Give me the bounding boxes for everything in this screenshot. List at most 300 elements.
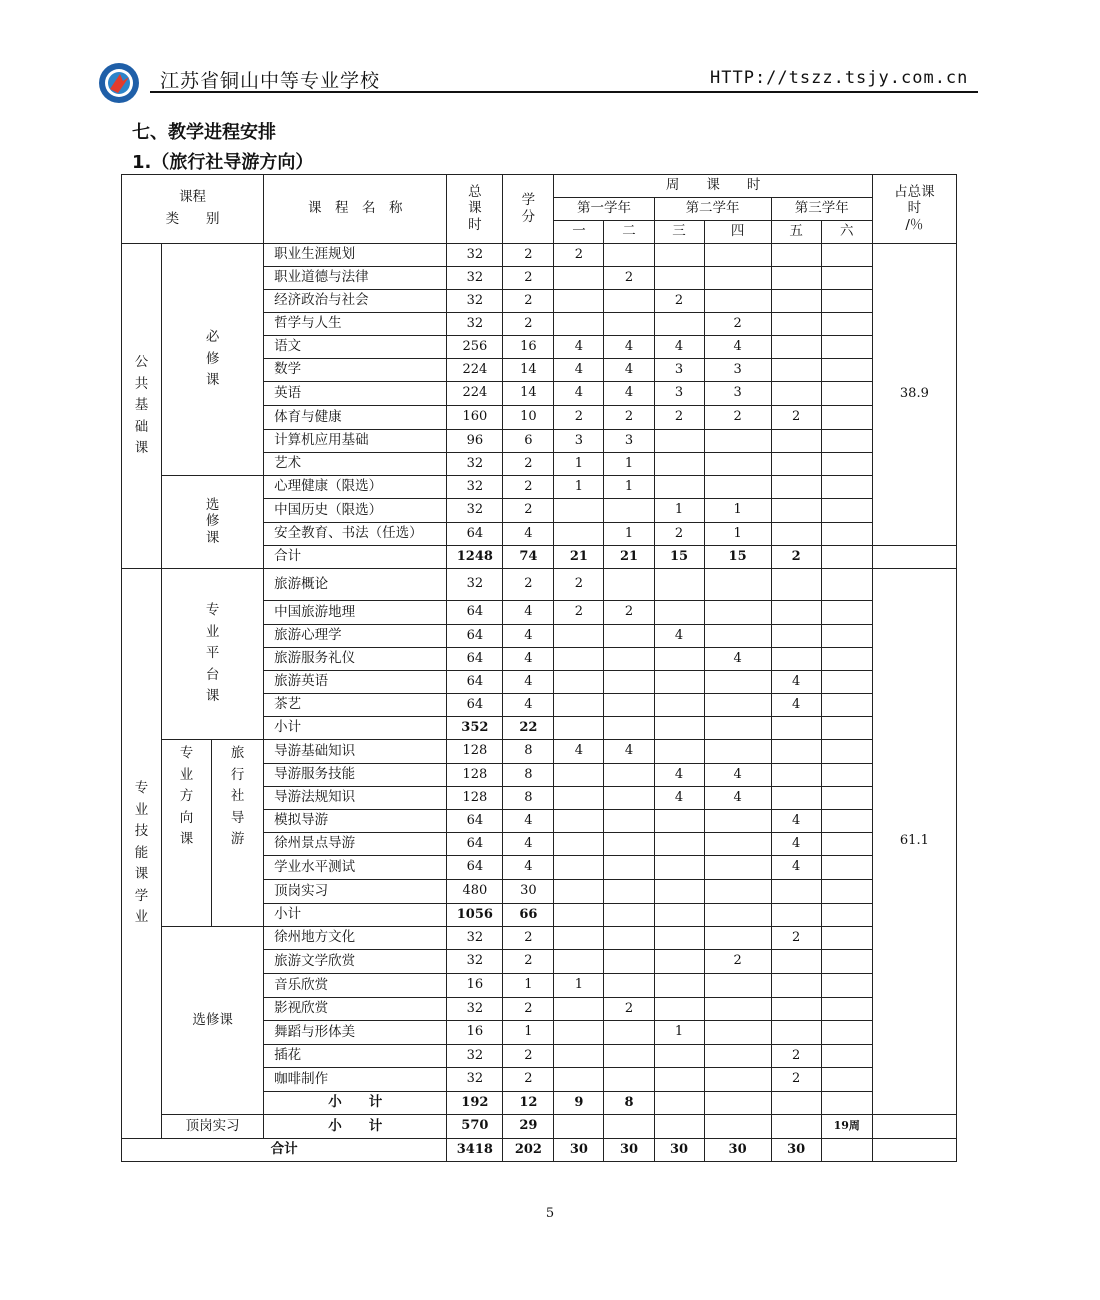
semester-hours: 9: [554, 1092, 604, 1115]
semester-hours: [821, 974, 872, 998]
course-name: 哲学与人生: [264, 313, 447, 336]
credits: 8: [503, 787, 554, 810]
semester-hours: 4: [771, 810, 821, 833]
credits: 2: [503, 290, 554, 313]
header-year: 第一学年: [554, 198, 654, 221]
semester-hours: [821, 904, 872, 927]
semester-hours: [654, 569, 704, 601]
semester-hours: 2: [604, 406, 654, 430]
semester-hours: [771, 430, 821, 453]
semester-hours: 4: [604, 359, 654, 382]
semester-hours: [771, 523, 821, 546]
semester-hours: [654, 950, 704, 974]
semester-hours: [604, 974, 654, 998]
vertical-char: 专: [205, 602, 220, 619]
semester-hours: [821, 1139, 872, 1162]
course-name: 中国旅游地理: [264, 601, 447, 625]
course-name: 小 计: [264, 1092, 447, 1115]
semester-hours: [704, 904, 771, 927]
semester-hours: [554, 1021, 604, 1045]
vertical-char: 业: [134, 801, 149, 818]
course-name: 导游法规知识: [264, 787, 447, 810]
semester-hours: [821, 546, 872, 569]
semester-hours: [554, 523, 604, 546]
total-hours: 224: [447, 382, 503, 406]
course-name: 茶艺: [264, 694, 447, 717]
credits: 4: [503, 523, 554, 546]
semester-hours: [554, 671, 604, 694]
course-name: 英语: [264, 382, 447, 406]
semester-hours: 1: [704, 499, 771, 523]
vertical-char: 时: [468, 216, 482, 233]
total-hours: 160: [447, 406, 503, 430]
vertical-char: 课: [179, 831, 194, 848]
vertical-char: 课: [205, 688, 220, 705]
header-year: 第三学年: [771, 198, 872, 221]
semester-hours: [654, 648, 704, 671]
semester-hours: [654, 740, 704, 764]
semester-hours: 4: [654, 336, 704, 359]
semester-hours: [821, 787, 872, 810]
semester-hours: 1: [704, 523, 771, 546]
credits: 2: [503, 1068, 554, 1092]
semester-hours: [554, 499, 604, 523]
credits: 4: [503, 671, 554, 694]
semester-hours: [654, 601, 704, 625]
semester-hours: 3: [704, 359, 771, 382]
semester-hours: 4: [771, 671, 821, 694]
semester-hours: [821, 1021, 872, 1045]
semester-hours: [604, 671, 654, 694]
course-name: 艺术: [264, 453, 447, 476]
total-hours: 32: [447, 453, 503, 476]
semester-hours: [771, 648, 821, 671]
semester-hours: 3: [554, 430, 604, 453]
vertical-char: 课: [468, 200, 482, 217]
header-semester: 三: [654, 221, 704, 244]
semester-hours: 4: [654, 787, 704, 810]
total-hours: 64: [447, 671, 503, 694]
semester-hours: [704, 453, 771, 476]
course-name: 旅游服务礼仪: [264, 648, 447, 671]
group-required: [162, 244, 264, 476]
credits: 30: [503, 880, 554, 904]
total-hours: 1056: [447, 904, 503, 927]
credits: 16: [503, 336, 554, 359]
course-name: 数学: [264, 359, 447, 382]
semester-hours: [771, 740, 821, 764]
semester-hours: [704, 856, 771, 880]
credits: 2: [503, 1045, 554, 1068]
vertical-char: 学: [134, 887, 149, 904]
semester-hours: [654, 833, 704, 856]
semester-hours: [704, 1068, 771, 1092]
credits: 8: [503, 764, 554, 787]
semester-hours: 4: [554, 382, 604, 406]
semester-hours: [821, 569, 872, 601]
credits: 66: [503, 904, 554, 927]
semester-hours: [604, 569, 654, 601]
course-name: 语文: [264, 336, 447, 359]
semester-hours: [771, 998, 821, 1021]
semester-hours: [654, 453, 704, 476]
total-hours: 32: [447, 290, 503, 313]
total-hours: 32: [447, 476, 503, 499]
semester-hours: [704, 810, 771, 833]
semester-hours: [771, 267, 821, 290]
vertical-char: 台: [205, 666, 220, 683]
total-hours: 32: [447, 569, 503, 601]
semester-hours: [704, 430, 771, 453]
course-name: 模拟导游: [264, 810, 447, 833]
total-hours: 480: [447, 880, 503, 904]
semester-hours: [704, 671, 771, 694]
semester-hours: 3: [654, 359, 704, 382]
course-name: 计算机应用基础: [264, 430, 447, 453]
semester-hours: [604, 833, 654, 856]
semester-hours: [771, 476, 821, 499]
public-percent: 38.9: [872, 244, 956, 546]
course-name: 学业水平测试: [264, 856, 447, 880]
total-hours: 32: [447, 950, 503, 974]
credits: 4: [503, 625, 554, 648]
semester-hours: [654, 694, 704, 717]
semester-hours: 2: [604, 998, 654, 1021]
semester-hours: [554, 880, 604, 904]
vertical-char: 课: [205, 372, 220, 389]
vertical-char: 行: [230, 766, 245, 783]
semester-hours: 21: [604, 546, 654, 569]
semester-hours: [771, 499, 821, 523]
semester-hours: [821, 740, 872, 764]
total-hours: 352: [447, 717, 503, 740]
semester-hours: 21: [554, 546, 604, 569]
total-hours: 32: [447, 1068, 503, 1092]
semester-hours: [821, 1045, 872, 1068]
group-elective: [162, 476, 264, 569]
semester-hours: [821, 625, 872, 648]
semester-hours: [771, 569, 821, 601]
semester-hours: [554, 1115, 604, 1139]
header-semester: 五: [771, 221, 821, 244]
semester-hours: [821, 880, 872, 904]
credits: 4: [503, 833, 554, 856]
vertical-char: 社: [230, 788, 245, 805]
credits: 4: [503, 694, 554, 717]
header-semester: 六: [821, 221, 872, 244]
semester-hours: [704, 625, 771, 648]
semester-hours: [821, 476, 872, 499]
total-hours: 128: [447, 740, 503, 764]
vertical-char: 时: [907, 200, 922, 217]
semester-hours: [604, 856, 654, 880]
semester-hours: [604, 1115, 654, 1139]
semester-hours: 4: [554, 336, 604, 359]
semester-hours: 2: [704, 406, 771, 430]
semester-hours: [821, 313, 872, 336]
semester-hours: 30: [604, 1139, 654, 1162]
semester-hours: [771, 453, 821, 476]
course-name: 舞蹈与形体美: [264, 1021, 447, 1045]
semester-hours: [771, 290, 821, 313]
semester-hours: [821, 717, 872, 740]
semester-hours: [771, 601, 821, 625]
semester-hours: [554, 1045, 604, 1068]
semester-hours: [821, 267, 872, 290]
semester-hours: 2: [771, 406, 821, 430]
semester-hours: [554, 267, 604, 290]
semester-hours: [654, 1068, 704, 1092]
course-name: 安全教育、书法（任选）: [264, 523, 447, 546]
vertical-char: 技: [134, 823, 149, 840]
credits: 2: [503, 453, 554, 476]
header-category-line2: 类 别: [165, 211, 220, 227]
semester-hours: [554, 648, 604, 671]
semester-hours: [554, 787, 604, 810]
semester-hours: [821, 523, 872, 546]
semester-hours: [704, 267, 771, 290]
semester-hours: [704, 601, 771, 625]
credits: 1: [503, 1021, 554, 1045]
semester-hours: [654, 476, 704, 499]
semester-hours: [704, 1115, 771, 1139]
semester-hours: 2: [771, 546, 821, 569]
section-title: 七、教学进程安排: [132, 122, 276, 143]
semester-hours: [654, 313, 704, 336]
vertical-char: 础: [134, 418, 149, 435]
semester-hours: [704, 974, 771, 998]
semester-hours: 1: [554, 476, 604, 499]
course-name: 顶岗实习: [264, 880, 447, 904]
semester-hours: [554, 856, 604, 880]
group-internship: 顶岗实习: [162, 1115, 264, 1139]
semester-hours: [604, 1068, 654, 1092]
vertical-char: 方: [179, 788, 194, 805]
semester-hours: [604, 648, 654, 671]
semester-hours: [821, 406, 872, 430]
vertical-char: 课: [134, 440, 149, 457]
semester-hours: [604, 810, 654, 833]
vertical-char: 游: [230, 831, 245, 848]
semester-hours: 1: [554, 453, 604, 476]
semester-hours: 1: [604, 523, 654, 546]
semester-hours: [821, 856, 872, 880]
credits: 29: [503, 1115, 554, 1139]
semester-hours: [554, 927, 604, 950]
semester-hours: 1: [554, 974, 604, 998]
semester-hours: [704, 1045, 771, 1068]
credits: 2: [503, 244, 554, 267]
header-total-hours: [447, 175, 503, 244]
semester-hours: 30: [654, 1139, 704, 1162]
total-hours: 32: [447, 499, 503, 523]
semester-hours: [771, 950, 821, 974]
semester-hours: 2: [771, 927, 821, 950]
semester-hours: [821, 648, 872, 671]
semester-hours: 4: [604, 382, 654, 406]
credits: 14: [503, 382, 554, 406]
credits: 2: [503, 998, 554, 1021]
group-direction-name: [212, 740, 264, 927]
semester-hours: [604, 625, 654, 648]
semester-hours: 2: [554, 244, 604, 267]
total-hours: 16: [447, 1021, 503, 1045]
semester-hours: [821, 998, 872, 1021]
semester-hours: 4: [654, 625, 704, 648]
course-name: 咖啡制作: [264, 1068, 447, 1092]
semester-hours: [704, 244, 771, 267]
credits: 2: [503, 267, 554, 290]
semester-hours: 4: [654, 764, 704, 787]
semester-hours: [604, 927, 654, 950]
credits: 4: [503, 648, 554, 671]
semester-hours: [554, 290, 604, 313]
semester-hours: 4: [771, 856, 821, 880]
total-hours: 256: [447, 336, 503, 359]
credits: 14: [503, 359, 554, 382]
semester-hours: 19周: [821, 1115, 872, 1139]
group-pro-elective: 选修课: [162, 927, 264, 1115]
semester-hours: [821, 430, 872, 453]
semester-hours: [654, 904, 704, 927]
credits: 12: [503, 1092, 554, 1115]
semester-hours: [771, 382, 821, 406]
course-name: 导游基础知识: [264, 740, 447, 764]
credits: 22: [503, 717, 554, 740]
course-name: 职业道德与法律: [264, 267, 447, 290]
course-name: 合计: [264, 546, 447, 569]
vertical-char: 共: [134, 375, 149, 392]
semester-hours: 30: [771, 1139, 821, 1162]
vertical-char: 旅: [230, 745, 245, 761]
course-name: 职业生涯规划: [264, 244, 447, 267]
semester-hours: [654, 880, 704, 904]
semester-hours: 4: [771, 694, 821, 717]
course-name: 徐州地方文化: [264, 927, 447, 950]
semester-hours: [654, 267, 704, 290]
semester-hours: [704, 290, 771, 313]
course-name: 影视欣赏: [264, 998, 447, 1021]
header-category-line1: 课程: [179, 189, 207, 206]
header-course-name: 课 程 名 称: [264, 175, 447, 244]
semester-hours: [821, 694, 872, 717]
semester-hours: 2: [554, 569, 604, 601]
vertical-char: 占总课: [894, 183, 935, 200]
semester-hours: [821, 833, 872, 856]
semester-hours: [554, 833, 604, 856]
semester-hours: [821, 950, 872, 974]
school-logo-icon: [98, 62, 140, 104]
credits: 2: [503, 950, 554, 974]
semester-hours: [654, 856, 704, 880]
semester-hours: [771, 1021, 821, 1045]
semester-hours: 3: [704, 382, 771, 406]
semester-hours: 4: [704, 648, 771, 671]
group-direction: [162, 740, 212, 927]
total-hours: 32: [447, 244, 503, 267]
total-hours: 128: [447, 787, 503, 810]
school-url: HTTP://tszz.tsjy.com.cn: [710, 68, 969, 88]
course-name: 心理健康（限选）: [264, 476, 447, 499]
course-name: 小计: [264, 717, 447, 740]
semester-hours: [771, 904, 821, 927]
semester-hours: 1: [604, 453, 654, 476]
semester-hours: 1: [654, 499, 704, 523]
vertical-char: 必: [205, 329, 220, 346]
total-hours: 32: [447, 267, 503, 290]
semester-hours: [554, 810, 604, 833]
semester-hours: [771, 974, 821, 998]
credits: 4: [503, 810, 554, 833]
subsection-title: 1.（旅行社导游方向）: [132, 152, 314, 173]
semester-hours: [771, 764, 821, 787]
vertical-char: 选: [205, 496, 220, 513]
semester-hours: [604, 787, 654, 810]
semester-hours: 30: [554, 1139, 604, 1162]
semester-hours: [771, 625, 821, 648]
credits: 74: [503, 546, 554, 569]
semester-hours: 2: [554, 601, 604, 625]
course-name: 旅游文学欣赏: [264, 950, 447, 974]
semester-hours: [604, 717, 654, 740]
semester-hours: [654, 1092, 704, 1115]
total-hours: 32: [447, 998, 503, 1021]
credits: 4: [503, 856, 554, 880]
semester-hours: 4: [554, 740, 604, 764]
total-hours: 3418: [447, 1139, 503, 1162]
semester-hours: 2: [604, 267, 654, 290]
semester-hours: 2: [654, 523, 704, 546]
school-name: 江苏省铜山中等专业学校: [160, 70, 381, 92]
vertical-char: 导: [230, 809, 245, 826]
semester-hours: [771, 880, 821, 904]
semester-hours: 4: [771, 833, 821, 856]
course-name: 旅游英语: [264, 671, 447, 694]
total-hours: 32: [447, 313, 503, 336]
total-hours: 64: [447, 810, 503, 833]
semester-hours: [704, 1021, 771, 1045]
semester-hours: 1: [654, 1021, 704, 1045]
total-hours: 96: [447, 430, 503, 453]
semester-hours: 8: [604, 1092, 654, 1115]
semester-hours: [604, 1021, 654, 1045]
semester-hours: [654, 430, 704, 453]
credits: 2: [503, 476, 554, 499]
semester-hours: [654, 244, 704, 267]
semester-hours: [654, 810, 704, 833]
semester-hours: [771, 244, 821, 267]
page-number: 5: [545, 1206, 555, 1221]
credits: 2: [503, 927, 554, 950]
semester-hours: [821, 601, 872, 625]
group-professional: [122, 569, 162, 1139]
course-name: 导游服务技能: [264, 764, 447, 787]
semester-hours: [554, 904, 604, 927]
semester-hours: [821, 336, 872, 359]
header-category: [122, 175, 264, 244]
course-name: 徐州景点导游: [264, 833, 447, 856]
semester-hours: [704, 740, 771, 764]
vertical-char: 向: [179, 809, 194, 826]
semester-hours: 4: [704, 787, 771, 810]
course-name: 旅游概论: [264, 569, 447, 601]
vertical-char: 专: [179, 745, 194, 761]
semester-hours: 4: [604, 740, 654, 764]
semester-hours: [771, 787, 821, 810]
total-hours: 32: [447, 1045, 503, 1068]
vertical-char: 业: [134, 909, 149, 926]
header-year: 第二学年: [654, 198, 771, 221]
